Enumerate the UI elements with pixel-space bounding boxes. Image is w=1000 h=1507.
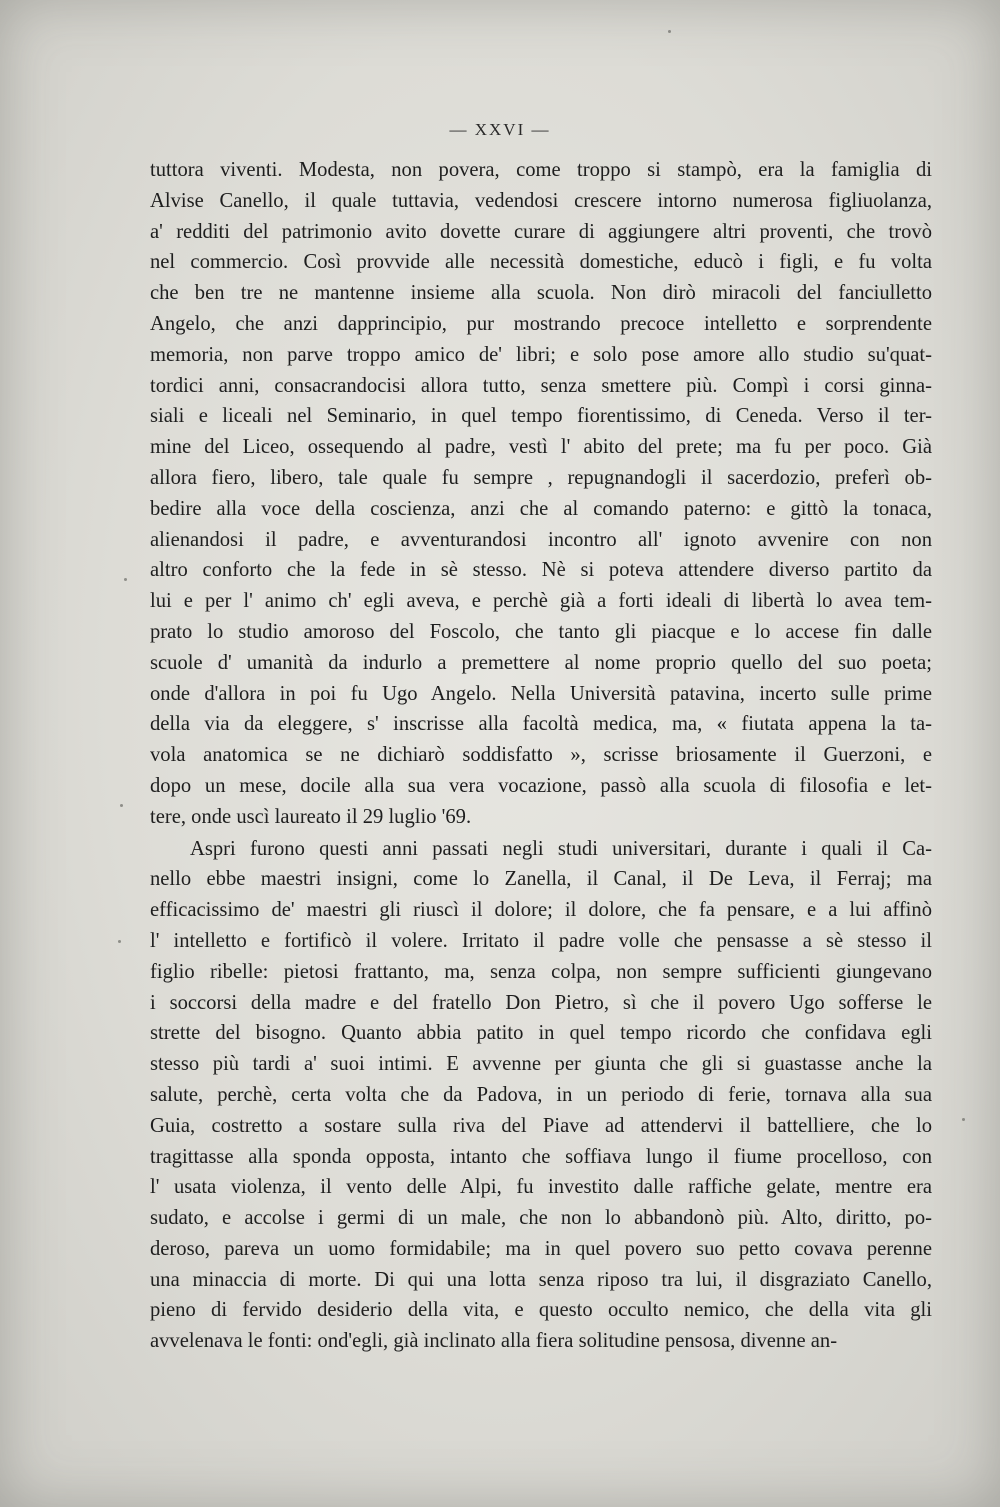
text-line: alienandosi il padre, e avventurandosi incontro all' ignoto avvenire con non [150, 528, 932, 551]
text-line: dopo un mese, docile alla sua vera vocazione, passò alla scuola di filosofia e let- [150, 774, 932, 797]
text-line: scuole d' umanità da indurlo a premettere al nome proprio quello del suo poeta; [150, 651, 932, 674]
text-line: vola anatomica se ne dichiarò soddisfatto », scrisse briosamente il Guerzoni, e [150, 744, 932, 767]
text-line: una minaccia di morte. Di qui una lotta senza riposo tra lui, il disgraziato Canello, [150, 1268, 932, 1291]
text-line: Alvise Canello, il quale tuttavia, vedendosi crescere intorno numerosa figliuolanza, [150, 189, 932, 212]
text-line: efficacissimo de' maestri gli riuscì il dolore; il dolore, che fa pensare, e a lui affinò [150, 899, 932, 922]
body-text [150, 155, 932, 1357]
text-line: lui e per l' animo ch' egli aveva, e perchè già a forti ideali di libertà lo avea tem- [150, 590, 932, 613]
text-line: mine del Liceo, ossequendo al padre, vestì l' abito del prete; ma fu per poco. Già [150, 436, 932, 459]
scan-speck [668, 30, 671, 33]
text-line: l' usata violenza, il vento delle Alpi, fu investito dalle raffiche gelate, mentre era [150, 1176, 932, 1199]
text-line: memoria, non parve troppo amico de' libri; e solo pose amore allo studio su'quat- [150, 343, 932, 366]
paragraph-1 [150, 155, 932, 833]
text-line: strette del bisogno. Quanto abbia patito in quel tempo ricordo che confidava egli [150, 1022, 932, 1045]
text-line: altro conforto che la fede in sè stesso. Nè si poteva attendere diverso partito da [150, 559, 932, 582]
text-line: avvelenava le fonti: ond'egli, già inclinato alla fiera solitudine pensosa, divenne an- [150, 1330, 838, 1353]
text-line: tere, onde uscì laureato il 29 luglio '69. [150, 805, 472, 828]
text-line: sudato, e accolse i germi di un male, che non lo abbandonò più. Alto, diritto, po- [150, 1207, 932, 1230]
page-number-header: — XXVI — [449, 120, 551, 139]
text-line: l' intelletto e fortificò il volere. Irritato il padre volle che pensasse a sè stesso il [150, 929, 932, 952]
text-line: siali e liceali nel Seminario, in quel tempo fiorentissimo, di Ceneda. Verso il ter- [150, 405, 932, 428]
text-line: allora fiero, libero, tale quale fu sempre , repugnandogli il sacerdozio, preferì ob- [150, 466, 932, 489]
text-line: Angelo, che anzi dapprincipio, pur mostrando precoce intelletto e sorprendente [150, 312, 932, 335]
text-line: a' redditi del patrimonio avito dovette curare di aggiungere altri proventi, che trovò [150, 220, 932, 243]
text-line: figlio ribelle: pietosi frattanto, ma, senza colpa, non sempre sufficienti giungevano [150, 960, 932, 983]
paragraph-2 [150, 834, 932, 1358]
text-line: tragittasse alla sponda opposta, intanto che soffiava lungo il fiume procelloso, con [150, 1145, 932, 1168]
text-line: Guia, costretto a sostare sulla riva del Piave ad attendervi il battelliere, che lo [150, 1114, 932, 1137]
text-line: deroso, pareva un uomo formidabile; ma in quel povero suo petto covava perenne [150, 1237, 932, 1260]
text-line: della via da eleggere, s' inscrisse alla facoltà medica, ma, « fiutata appena la ta- [150, 713, 932, 736]
scan-speck [120, 804, 123, 807]
text-line: nel commercio. Così provvide alle necessità domestiche, educò i figli, e fu volta [150, 251, 932, 274]
text-line: i soccorsi della madre e del fratello Don Pietro, sì che il povero Ugo sofferse le [150, 991, 932, 1014]
text-line: che ben tre ne mantenne insieme alla scuola. Non dirò miracoli del fanciulletto [150, 282, 932, 305]
text-line: tordici anni, consacrandocisi allora tutto, senza smettere più. Compì i corsi ginna- [150, 374, 932, 397]
text-line: stesso più tardi a' suoi intimi. E avvenne per giunta che gli si guastasse anche la [150, 1053, 932, 1076]
text-line: pieno di fervido desiderio della vita, e questo occulto nemico, che della vita gli [150, 1299, 932, 1322]
scan-speck [124, 578, 127, 581]
text-line: tuttora viventi. Modesta, non povera, come troppo si stampò, era la famiglia di [150, 159, 932, 181]
text-line: onde d'allora in poi fu Ugo Angelo. Nella Università patavina, incerto sulle prime [150, 682, 932, 705]
text-line: Aspri furono questi anni passati negli studi universitari, durante i quali il Ca- [190, 837, 932, 860]
text-line: bedire alla voce della coscienza, anzi che al comando paterno: e gittò la tonaca, [150, 497, 932, 520]
scan-speck [962, 1118, 965, 1121]
text-line: nello ebbe maestri insigni, come lo Zanella, il Canal, il De Leva, il Ferraj; ma [150, 868, 932, 891]
scan-speck [118, 940, 121, 943]
text-line: salute, perchè, certa volta che da Padova, in un periodo di ferie, tornava alla sua [150, 1083, 932, 1106]
text-line: prato lo studio amoroso del Foscolo, che tanto gli piacque e lo accese fin dalle [150, 620, 932, 643]
